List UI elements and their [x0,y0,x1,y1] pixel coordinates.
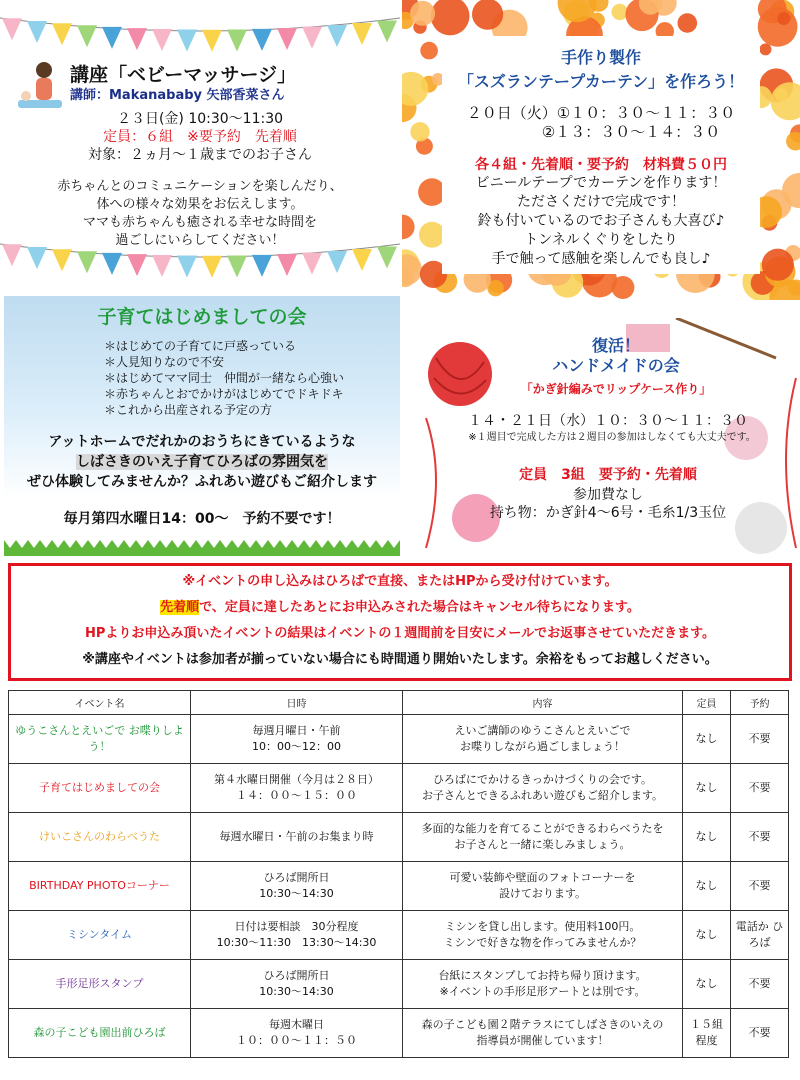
event-reservation-cell-line: 不要 [748,830,771,843]
bunting-flag [152,255,172,277]
decorative-dot [431,0,470,35]
event-datetime-cell-line: 毎週水曜日・午前のお集まり時 [219,830,374,843]
event-content-cell [403,1009,683,1058]
table-row [9,1009,789,1058]
first-meet-main-2: しばさきのいえ子育てひろばの雰囲気を [76,454,328,470]
table-row [9,862,789,911]
event-datetime-cell-line: 10:30～14:30 [259,887,334,900]
event-reservation-cell [731,911,789,960]
bunting-flag [77,25,97,47]
table-row [9,715,789,764]
bunting-flag [327,251,347,273]
event-datetime-cell-line: 毎週木曜日 [269,1018,324,1031]
header-event-name: イベント名 [9,691,191,715]
event-content-cell-line: 台紙にスタンプしてお持ち帰り頂けます。 [438,969,647,982]
event-capacity-cell [683,813,731,862]
table-header-row [9,691,789,715]
event-datetime-cell-line: 10：00～12：00 [252,740,341,753]
bunting-flag [127,28,147,50]
bunting-flag [377,21,397,43]
decorative-dot [775,88,788,101]
curtain-desc-1: たださくだけで完成です！ [517,194,685,210]
event-content-cell [403,862,683,911]
event-capacity-cell [683,764,731,813]
event-name-cell-line: ゆうこさんとえいごで お喋りしよう！ [15,724,184,753]
handmade-title-2: ハンドメイドの会 [552,356,680,375]
first-meet-bullet-1: ＊人見知りなので不安 [104,355,225,369]
bunting-flag [352,249,372,271]
event-content-cell [403,813,683,862]
bunting-flag [127,254,147,276]
grass-decoration [4,536,400,556]
bunting-flag [52,249,72,271]
event-content-cell-line: 指導員が開催しています！ [476,1034,609,1047]
event-name-cell [9,813,191,862]
decorative-dot [410,1,435,26]
decorative-dot [402,254,422,285]
decorative-dot [611,276,634,299]
baby-massage-panel [0,0,400,290]
bunting-flag [377,247,397,269]
event-name-cell-line: けいこさんのわらべうた [39,830,160,843]
bunting-flag [277,254,297,276]
massage-desc-3: 過ごしにいらしてください！ [115,233,285,248]
massage-date: ２３日(金) 10:30～11:30 [116,111,284,127]
event-capacity-cell-line: なし [695,928,718,941]
first-meet-bullet-4: ＊これから出産される予定の方 [104,403,273,417]
event-datetime-cell [191,862,403,911]
event-content-cell-line: ミシンを貸し出します。使用料100円。 [444,920,641,933]
event-name-cell-line: ミシンタイム [66,928,133,941]
event-content-cell-line: 可愛い装飾や壁面のフォトコーナーを [449,871,636,884]
decorative-dot [472,0,503,30]
curtain-panel [402,0,800,300]
massage-desc-1: 体への様々な効果をお伝えします。 [96,197,304,212]
event-reservation-cell-line: 不要 [748,1026,771,1039]
handmade-items: 持ち物：かぎ針4～6号・毛糸1/3玉位 [489,505,727,521]
decorative-dot [612,4,628,20]
first-meet-title: 子育てはじめましての会 [97,306,307,328]
notice-line-3: HPよりお申込み頂いたイベントの結果はイベントの１週間前を目安にメールでお返事させていただきます。 [84,626,716,641]
event-name-cell [9,1009,191,1058]
event-datetime-cell-line: 10:30～14:30 [259,985,334,998]
first-meet-bullet-2: ＊はじめてママ同士 仲間が一緒なら心強い [104,371,345,385]
header-content: 内容 [403,691,683,715]
decorative-dot [402,215,415,240]
event-datetime-cell-line: ひろば開所日 [263,969,330,982]
curtain-time-2: ②１３：３０～１４：３０ [541,123,721,141]
event-datetime-cell-line: 10:30～11:30 13:30～14:30 [216,936,377,949]
first-meet-bullet-3: ＊赤ちゃんとおでかけがはじめてでドキドキ [104,387,344,401]
table-row [9,764,789,813]
bunting-flag [202,30,222,52]
handmade-time: １４・２１日（水）１０：３０～１１：３０ [468,413,748,429]
decorative-dot [410,122,429,141]
event-reservation-cell [731,862,789,911]
event-reservation-cell [731,813,789,862]
decorative-dot [786,132,800,151]
decorative-dot [762,249,794,281]
bunting-flag [252,29,272,51]
event-content-cell-line: 森の子こども園２階テラスにてしばさきのいえの [421,1018,664,1031]
bunting-flag [52,23,72,45]
bunting-flag [227,29,247,51]
event-content-cell-line: お子さんと一緒に楽しみましょう。 [454,838,631,851]
handmade-requirements: 定員 3組 要予約・先着順 [519,467,697,483]
decorative-dot [760,43,772,55]
header-datetime: 日時 [191,691,403,715]
curtain-desc-3: トンネルくぐりをしたり [524,232,678,248]
event-reservation-cell-line: 不要 [748,977,771,990]
event-name-cell-line: 手形足形スタンプ [55,977,144,990]
bunting-flag [327,25,347,47]
first-meet-bullet-0: ＊はじめての子育てに戸惑っている [104,339,297,353]
bunting-flag [177,256,197,278]
bunting-flag [152,29,172,51]
curtain-desc-0: ビニールテープでカーテンを作ります！ [475,175,727,191]
event-reservation-cell [731,764,789,813]
event-content-cell-line: お喋りしながら過ごしましょう！ [460,740,625,753]
bunting-flag [277,28,297,50]
table-row [9,960,789,1009]
event-content-cell [403,911,683,960]
event-datetime-cell-line: ひろば開所日 [263,871,330,884]
notice-line-1: ※イベントの申し込みはひろばで直接、またはHPから受け付けています。 [182,574,618,589]
bunting-top-decoration [0,4,400,64]
handmade-title-1: 復活！ [591,336,640,355]
notice-line-2-highlight: 先着順 [160,600,200,615]
event-name-cell-line: 森の子こども園出前ひろば [33,1026,166,1039]
event-capacity-cell [683,715,731,764]
event-capacity-cell [683,960,731,1009]
event-content-cell [403,715,683,764]
handmade-subtitle: 「かぎ針編みでリップケース作り」 [520,382,712,396]
event-name-cell [9,764,191,813]
table-row [9,911,789,960]
notice-line-2: で、定員に達したあとにお申込みされた場合はキャンセル待ちになります。 [199,600,640,615]
event-reservation-cell-line: 不要 [748,732,771,745]
event-capacity-cell-line: なし [695,879,718,892]
event-name-cell-line: 子育てはじめましての会 [39,781,160,794]
event-datetime-cell-line: 毎週月曜日・午前 [252,724,341,737]
bunting-flag [302,253,322,275]
curtain-title-1: 手作り製作 [560,48,641,67]
curtain-title-2: 「スズランテープカーテン」を作ろう！ [457,72,745,91]
handmade-note: ※１週目で完成した方は２週目の参加はしなくても大丈夫です。 [468,432,756,443]
event-datetime-cell [191,911,403,960]
bunting-flag [102,27,122,49]
event-datetime-cell-line: 第４水曜日開催（今月は２８日） [214,773,379,786]
bunting-flag [302,27,322,49]
curtain-time-1: ２０日（火）①１０：３０～１１：３０ [466,104,736,122]
bunting-flag [252,255,272,277]
event-name-cell [9,960,191,1009]
event-capacity-cell-line: なし [695,830,718,843]
event-capacity-cell [683,862,731,911]
notice-box [8,563,792,681]
event-content-cell [403,764,683,813]
event-name-cell [9,715,191,764]
bunting-flag [102,253,122,275]
event-datetime-cell [191,813,403,862]
event-content-cell-line: 多面的な能力を育てることができるわらべうたを [421,822,664,835]
event-content-cell [403,960,683,1009]
event-name-cell-line: BIRTHDAY PHOTOコーナー [29,879,170,892]
bunting-flag [77,251,97,273]
first-meet-main-1: アットホームでだれかのおうちにきているような [48,434,356,450]
event-content-cell-line: 設けております。 [498,887,587,900]
event-datetime-cell-line: １０：００～１１：５０ [236,1034,357,1047]
decorative-dot [420,42,438,60]
event-content-cell-line: ミシンで好きな物を作ってみませんか？ [443,936,642,949]
first-meet-panel [4,296,400,556]
event-datetime-cell [191,1009,403,1058]
event-datetime-cell [191,960,403,1009]
event-capacity-cell-line: なし [695,781,718,794]
header-reservation: 予約 [731,691,789,715]
massage-title: 講座「ベビーマッサージ」 [70,64,297,86]
event-content-cell-line: お子さんとできるふれあい遊びもご紹介します。 [421,789,664,802]
massage-desc-0: 赤ちゃんとのコミュニケーションを楽しんだり、 [57,179,343,194]
event-reservation-cell [731,960,789,1009]
event-capacity-cell-line: なし [695,977,718,990]
massage-instructor: 講師：Makanababy 矢部香菜さん [70,88,285,103]
event-datetime-cell [191,764,403,813]
mother-baby-icon [14,58,66,118]
event-reservation-cell-line: 電話か ひろば [735,920,784,949]
decorative-dot [402,72,428,106]
header-capacity: 定員 [683,691,731,715]
bunting-flag [227,255,247,277]
event-reservation-cell [731,715,789,764]
table-row [9,813,789,862]
decorative-dot [777,12,790,25]
bunting-flag [2,244,22,266]
event-reservation-cell [731,1009,789,1058]
event-name-cell [9,911,191,960]
first-meet-footer: 毎月第四水曜日14：00～ 予約不要です！ [63,511,341,527]
handmade-fee: 参加費なし [573,487,643,503]
event-datetime-cell [191,715,403,764]
event-capacity-cell-line: なし [695,732,718,745]
events-table [8,690,789,1058]
curtain-desc-2: 鈴も付いているのでお子さんも大喜び♪ [477,213,725,229]
massage-target: 対象：２ヵ月～１歳までのお子さん [88,147,312,163]
notice-line-4: ※講座やイベントは参加者が揃っていない場合にも時間通り開始いたします。余裕をもってお越しください。 [82,652,718,667]
bunting-bottom-decoration [0,230,400,290]
decorative-dot [678,13,698,33]
event-reservation-cell-line: 不要 [748,781,771,794]
bunting-flag [27,21,47,43]
bunting-flag [202,256,222,278]
event-datetime-cell-line: 日付は要相談 30分程度 [234,920,359,933]
first-meet-main-3: ぜひ体験してみませんか？ふれあい遊びもご紹介します [27,474,377,490]
event-datetime-cell-line: １４：００～１５：００ [236,789,357,802]
bunting-flag [352,23,372,45]
event-name-cell [9,862,191,911]
bunting-flag [177,30,197,52]
event-content-cell-line: ※イベントの手形足形アートとは別です。 [439,985,646,998]
curtain-requirements: 各４組・先着順・要予約 材料費５０円 [475,157,727,173]
event-capacity-cell-line: １５組 程度 [690,1018,723,1047]
event-reservation-cell-line: 不要 [748,879,771,892]
massage-capacity: 定員：６組 ※要予約 先着順 [103,129,297,145]
event-content-cell-line: えいご講師のゆうこさんとえいごで [454,724,631,737]
handmade-panel [416,318,800,560]
event-content-cell-line: ひろばにでかけるきっかけづくりの会です。 [432,773,653,786]
bunting-flag [2,18,22,40]
curtain-desc-4: 手で触って感触を楽しんでも良し♪ [491,251,711,267]
bunting-flag [27,247,47,269]
event-capacity-cell [683,911,731,960]
event-capacity-cell [683,1009,731,1058]
massage-desc-2: ママも赤ちゃんも癒される幸せな時間を [82,215,317,230]
